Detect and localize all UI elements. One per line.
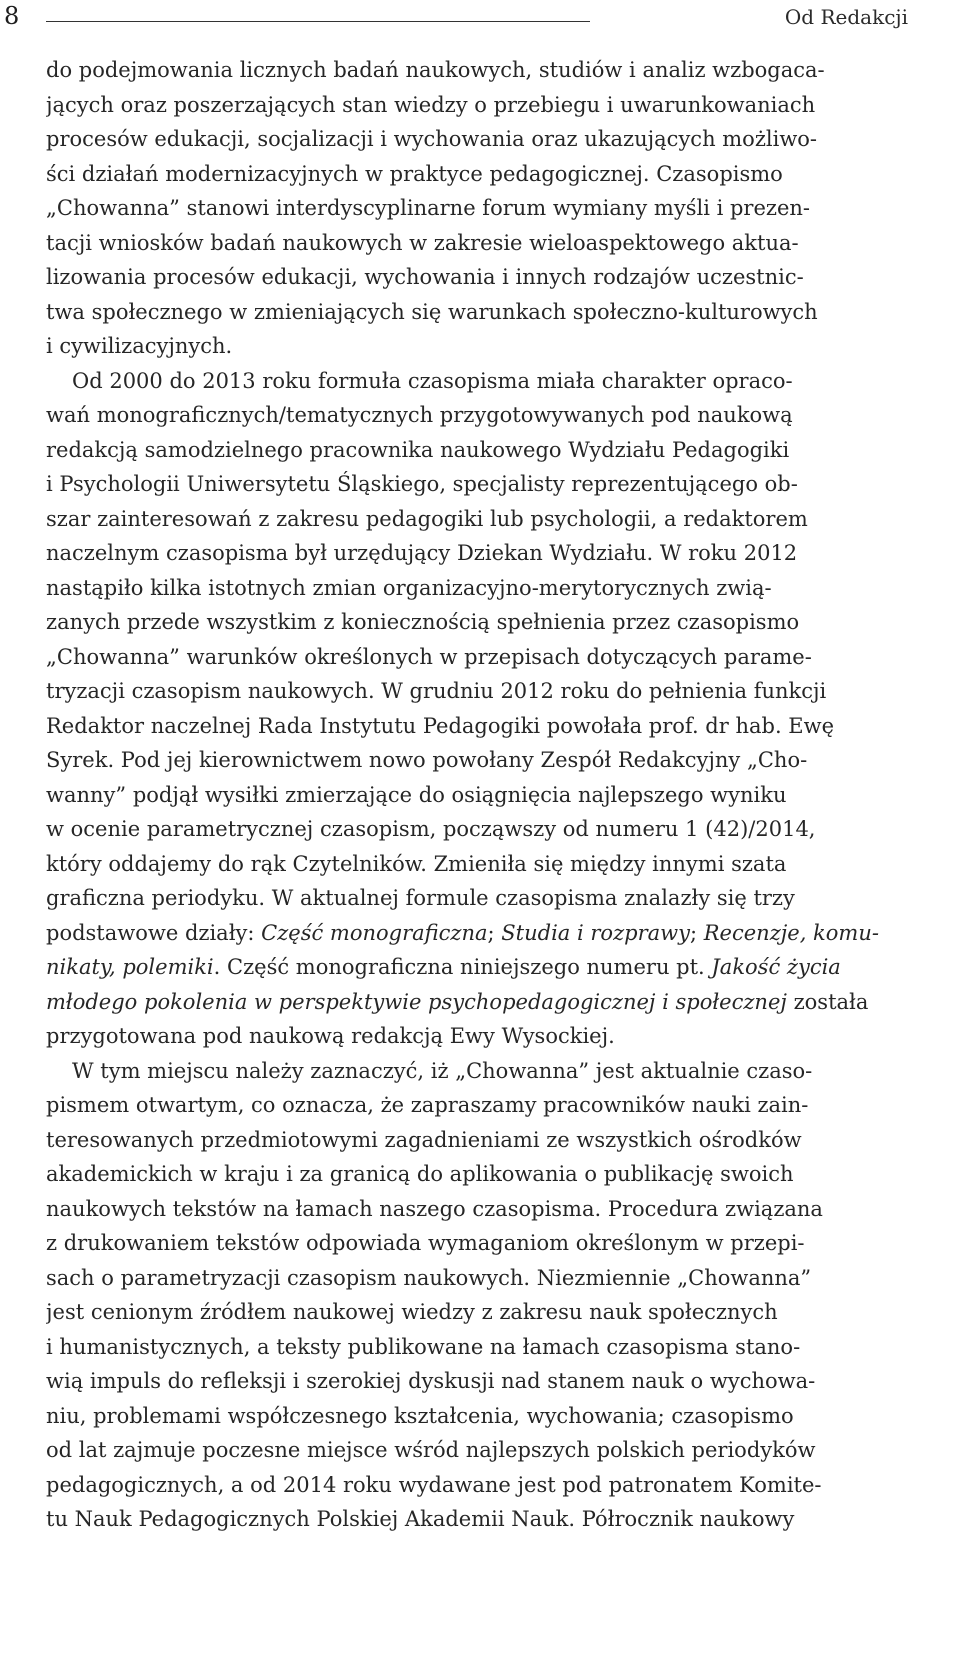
italic-text-segment: młodego pokolenia w perspektywie psychopedagogicznej i społecznej — [46, 989, 787, 1014]
text-line: W tym miejscu należy zaznaczyć, iż „Chowanna” jest aktualnie czaso- — [72, 1058, 813, 1083]
text-line: procesów edukacji, socjalizacji i wychowania oraz ukazujących możliwo- — [46, 127, 818, 151]
text-line: Syrek. Pod jej kierownictwem nowo powołany Zespół Redakcyjny „Cho- — [46, 748, 808, 772]
text-line: sach o parametryzacji czasopism naukowych. Niezmiennie „Chowanna” — [46, 1265, 812, 1290]
page-header — [0, 0, 960, 40]
text-line: z drukowaniem tekstów odpowiada wymaganiom określonym w przepi- — [46, 1231, 805, 1255]
text-line: przygotowana pod naukową redakcją Ewy Wysockiej. — [46, 1024, 615, 1048]
text-line: w ocenie parametrycznej czasopism, począwszy od numeru 1 (42)/2014, — [46, 817, 816, 841]
text-line: Od 2000 do 2013 roku formuła czasopisma miała charakter opraco- — [72, 368, 793, 393]
italic-text-segment: Studia i rozprawy — [501, 920, 690, 945]
text-line: ści działań modernizacyjnych w praktyce pedagogicznej. Czasopismo — [46, 161, 783, 186]
text-line: wanny” podjął wysiłki zmierzające do osiągnięcia najlepszego wyniku — [46, 782, 787, 807]
text-line: szar zainteresowań z zakresu pedagogiki lub psychologii, a redaktorem — [46, 506, 808, 531]
text-line: teresowanych przedmiotowymi zagadnieniami ze wszystkich ośrodków — [46, 1127, 802, 1152]
text-line: akademickich w kraju i za granicą do aplikowania o publikację swoich — [46, 1162, 794, 1186]
text-line: twa społecznego w zmieniających się warunkach społeczno-kulturowych — [46, 299, 818, 324]
text-segment: ; — [487, 920, 502, 945]
text-line: tryzacji czasopism naukowych. W grudniu 2012 roku do pełnienia funkcji — [46, 679, 827, 703]
text-line: i cywilizacyjnych. — [46, 334, 233, 358]
text-line: niu, problemami współczesnego kształcenia, wychowania; czasopismo — [46, 1403, 794, 1428]
page-number: 8 — [4, 2, 20, 30]
text-line: lizowania procesów edukacji, wychowania i innych rodzajów uczestnic- — [46, 265, 804, 289]
text-line: i Psychologii Uniwersytetu Śląskiego, specjalisty reprezentującego ob- — [46, 472, 798, 496]
text-line: nastąpiło kilka istotnych zmian organizacyjno-merytorycznych zwią- — [46, 575, 772, 600]
text-line: tacji wniosków badań naukowych w zakresie wieloaspektowego aktua- — [46, 230, 799, 255]
running-head: Od Redakcji — [784, 5, 908, 29]
text-line: graficzna periodyku. W aktualnej formule czasopisma znalazły się trzy — [46, 886, 795, 910]
italic-text-segment: nikaty, polemiki — [46, 955, 214, 979]
text-segment: ; — [689, 920, 704, 945]
text-segment: . Część monograficzna niniejszego numeru pt. — [213, 955, 712, 979]
text-line: Redaktor naczelnej Rada Instytutu Pedagogiki powołała prof. dr hab. Ewę — [46, 713, 835, 738]
italic-text-segment: Jakość życia — [711, 955, 841, 979]
text-line: „Chowanna” stanowi interdyscyplinarne forum wymiany myśli i prezen- — [46, 196, 810, 220]
text-line — [46, 916, 910, 951]
text-line: jest cenionym źródłem naukowej wiedzy z zakresu nauk społecznych — [46, 1300, 778, 1324]
text-line: i humanistycznych, a teksty publikowane na łamach czasopisma stano- — [46, 1334, 801, 1359]
italic-text-segment: Recenzje, komu- — [703, 920, 879, 945]
text-line: „Chowanna” warunków określonych w przepisach dotyczących parame- — [46, 644, 812, 669]
text-segment: została — [786, 989, 869, 1014]
text-line: naczelnym czasopisma był urzędujący Dziekan Wydziału. W roku 2012 — [46, 541, 798, 565]
text-segment: podstawowe działy: — [46, 920, 262, 945]
text-line — [46, 985, 910, 1020]
text-line: wią impuls do refleksji i szerokiej dyskusji nad stanem nauk o wychowa- — [46, 1369, 816, 1393]
text-line: pedagogicznych, a od 2014 roku wydawane jest pod patronatem Komite- — [46, 1472, 822, 1497]
text-line: zanych przede wszystkim z koniecznością spełnienia przez czasopismo — [46, 610, 800, 634]
text-line: wań monograficznych/tematycznych przygotowywanych pod naukową — [46, 403, 793, 427]
text-line: do podejmowania licznych badań naukowych, studiów i analiz wzbogaca- — [46, 58, 825, 82]
text-line — [46, 950, 910, 985]
text-line: pismem otwartym, co oznacza, że zapraszamy pracowników nauki zain- — [46, 1093, 809, 1117]
text-line: redakcją samodzielnego pracownika naukowego Wydziału Pedagogiki — [46, 437, 790, 462]
text-line: który oddajemy do rąk Czytelników. Zmieniła się między innymi szata — [46, 851, 787, 876]
text-line: od lat zajmuje poczesne miejsce wśród najlepszych polskich periodyków — [46, 1438, 816, 1462]
header-rule — [46, 21, 590, 22]
text-line: naukowych tekstów na łamach naszego czasopisma. Procedura związana — [46, 1196, 823, 1221]
text-line: tu Nauk Pedagogicznych Polskiej Akademii Nauk. Półrocznik naukowy — [46, 1507, 795, 1531]
italic-text-segment: Część monograficzna — [261, 920, 488, 945]
text-line: jących oraz poszerzających stan wiedzy o przebiegu i uwarunkowaniach — [46, 92, 816, 117]
body-text — [46, 53, 910, 1537]
